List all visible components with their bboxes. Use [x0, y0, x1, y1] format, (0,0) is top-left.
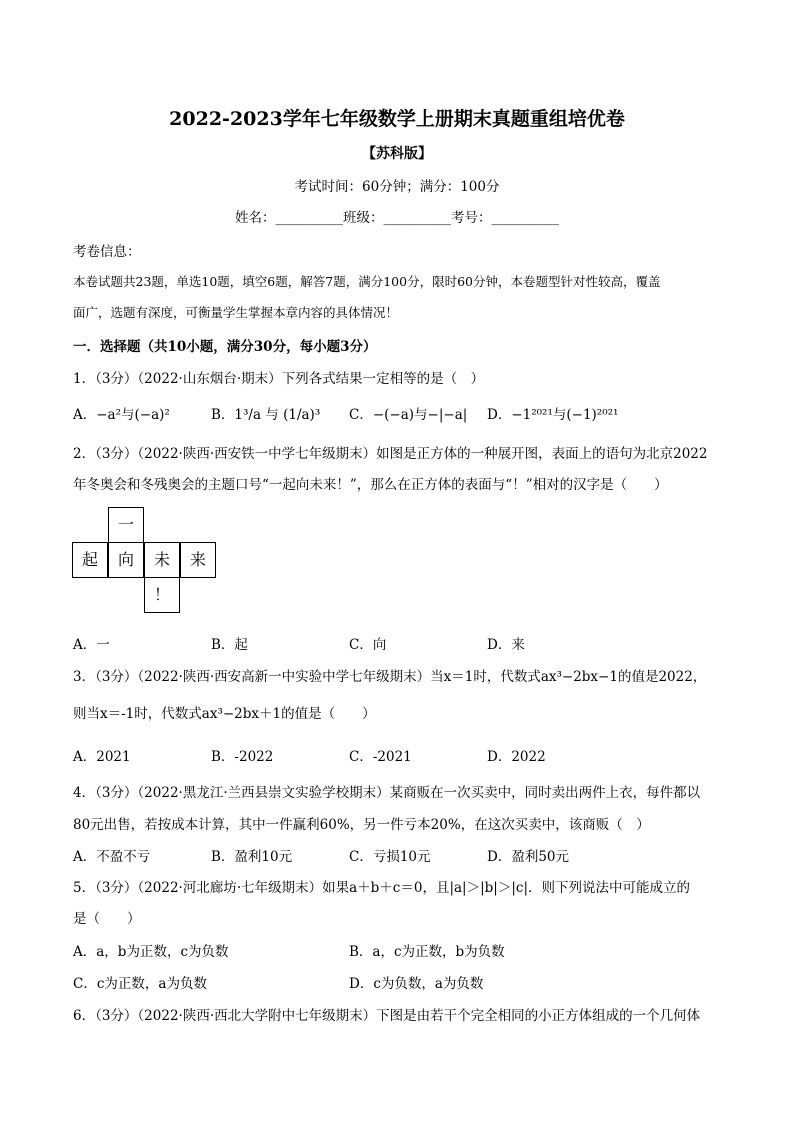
net-cell-1: 起 — [72, 542, 108, 578]
q3-option-c: C．-2021 — [349, 749, 412, 765]
q3-option-d: D．2022 — [487, 749, 546, 765]
q5-option-d: D．c为负数，a为负数 — [349, 976, 484, 992]
page-title: 2022-2023学年七年级数学上册期末真题重组培优卷 — [169, 108, 625, 130]
q3-option-a: A．2021 — [73, 749, 131, 765]
question-5-stem-line-2: 是（ ） — [73, 911, 141, 927]
q4-option-d: D．盈利50元 — [487, 849, 570, 865]
question-1-stem: 1．（3分）（2022·山东烟台·期末）下列各式结果一定相等的是（ ） — [73, 371, 485, 387]
question-3-stem-line-2: 则当x＝-1时，代数式ax³−2bx＋1的值是（ ） — [73, 706, 376, 722]
info-line-1: 本卷试题共23题，单选10题，填空6题，解答7题，满分100分，限时60分钟，本卷题型针对性较高，覆盖 — [73, 274, 661, 289]
info-line-2: 面广，选题有深度，可衡量学生掌握本章内容的具体情况！ — [73, 305, 399, 320]
q4-option-c: C．亏损10元 — [349, 849, 431, 865]
net-cell-3: 未 — [144, 542, 180, 578]
q4-option-a: A．不盈不亏 — [73, 849, 151, 865]
q1-option-a: A．−a²与(−a)² — [73, 407, 170, 423]
exam-time: 考试时间：60分钟；满分：100分 — [294, 179, 500, 195]
info-label: 考卷信息： — [73, 244, 141, 260]
q1-option-d: D．−1²⁰²¹与(−1)²⁰²¹ — [487, 407, 619, 423]
q2-option-b: B．起 — [211, 637, 248, 653]
net-cell-2: 向 — [108, 542, 144, 578]
net-cell-bottom: ！ — [144, 577, 180, 613]
question-4-stem-line-1: 4．（3分）（2022·黑龙江·兰西县崇文实验学校期末）某商贩在一次买卖中，同时卖出两件上衣，每件都以 — [73, 785, 701, 801]
q5-option-b: B．a，c为正数，b为负数 — [349, 944, 505, 960]
question-2-stem-line-1: 2．（3分）（2022·陕西·西安铁一中学七年级期末）如图是正方体的一种展开图，表面上的语句为北京2022 — [73, 446, 708, 462]
q5-option-a: A．a，b为正数，c为负数 — [73, 944, 229, 960]
edition-label: 【苏科版】 — [362, 146, 432, 162]
q5-option-c: C．c为正数，a为负数 — [73, 976, 207, 992]
q4-option-b: B．盈利10元 — [211, 849, 293, 865]
q3-option-b: B．-2022 — [211, 749, 274, 765]
q2-option-d: D．来 — [487, 637, 525, 653]
question-6-stem-line-1: 6．（3分）（2022·陕西·西北大学附中七年级期末）下图是由若干个完全相同的小正方体组成的一个几何体 — [73, 1008, 701, 1024]
net-cell-4: 来 — [180, 542, 216, 578]
question-3-stem-line-1: 3．（3分）（2022·陕西·西安高新一中实验中学七年级期末）当x＝1时，代数式ax³−2bx−1的值是2022， — [73, 669, 707, 685]
question-4-stem-line-2: 80元出售，若按成本计算，其中一件赢利60%，另一件亏本20%，在这次买卖中，该商贩（ ） — [73, 817, 650, 833]
net-cell-top: 一 — [108, 507, 144, 543]
q1-option-c: C．−(−a)与−|−a| — [349, 407, 468, 423]
q2-option-c: C．向 — [349, 637, 387, 653]
question-2-stem-line-2: 年冬奥会和冬残奥会的主题口号“一起向未来！”，那么在正方体的表面与“！”相对的汉字是（ ） — [73, 477, 668, 493]
student-info-line: 姓名：__________班级：__________考号：__________ — [235, 210, 559, 226]
section-heading: 一．选择题（共10小题，满分30分，每小题3分） — [73, 339, 377, 355]
q1-option-b: B．1³/a 与 (1/a)³ — [211, 407, 321, 423]
q2-option-a: A．一 — [73, 637, 110, 653]
question-5-stem-line-1: 5．（3分）（2022·河北廊坊·七年级期末）如果a＋b＋c＝0，且|a|＞|b|＞|c|．则下列说法中可能成立的 — [73, 880, 690, 896]
